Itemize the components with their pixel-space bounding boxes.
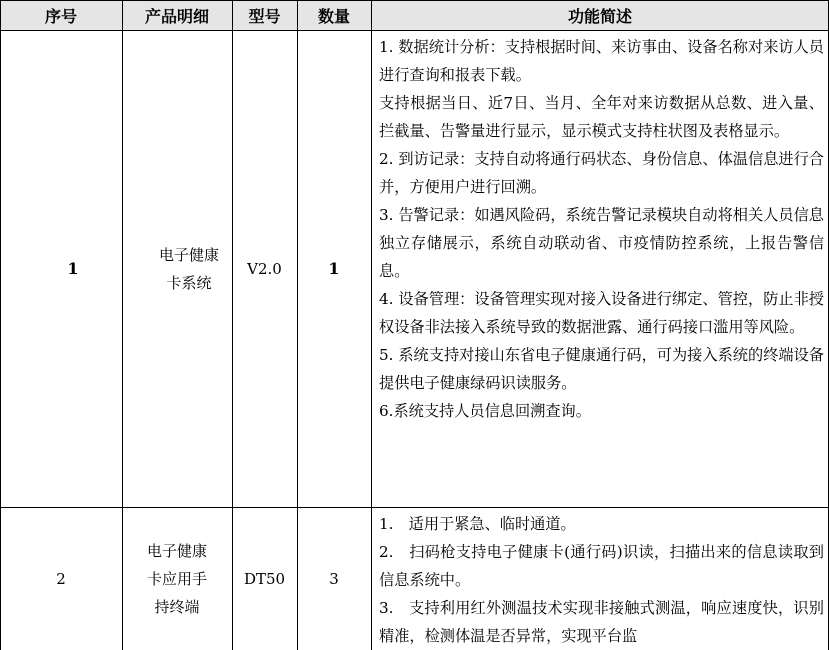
- row1-desc-item: 3. 告警记录：如遇风险码，系统告警记录模块自动将相关人员信息独立存储展示，系统自动联动省、市疫情防控系统，上报告警信息。: [379, 206, 824, 280]
- row1-product: [146, 31, 232, 507]
- vline-col1: [122, 0, 123, 650]
- vline-col2: [232, 0, 233, 650]
- row2-product-line1: 电子健康: [146, 542, 207, 560]
- row1-desc-item: 支持根据当日、近7日、当月、全年对来访数据从总数、进入量、拦截量、告警量进行显示，显示模式支持柱状图及表格显示。: [379, 94, 824, 140]
- header-model-label: 型号: [248, 6, 281, 26]
- row2-product-line3: 持终端: [154, 598, 200, 616]
- row2-no-value: 2: [56, 570, 66, 588]
- row2-desc: [379, 510, 824, 650]
- header-desc: [371, 0, 829, 30]
- vline-col4: [371, 0, 372, 650]
- row1-desc-item: 6.系统支持人员信息回溯查询。: [379, 402, 591, 420]
- header-product: [122, 0, 232, 30]
- hline-top: [0, 0, 829, 1]
- header-qty: [297, 0, 371, 30]
- row1-no-value: 1: [67, 259, 79, 278]
- row1-desc: [379, 33, 824, 425]
- hline-header: [0, 30, 829, 31]
- row1-no: [0, 31, 146, 507]
- row2-product: [122, 508, 232, 650]
- row1-model-value: V2.0: [247, 260, 282, 278]
- header-no: [0, 0, 122, 30]
- row2-model: [232, 508, 297, 650]
- row1-product-line1: 电子健康: [158, 246, 219, 264]
- row2-desc-item: 2. 扫码枪支持电子健康卡(通行码)识读，扫描出来的信息读取到信息系统中。: [379, 543, 824, 589]
- row2-qty-value: 3: [329, 570, 339, 588]
- header-product-label: 产品明细: [144, 6, 209, 26]
- row2-product-line2: 卡应用手: [146, 570, 207, 588]
- row1-desc-item: 1. 数据统计分析：支持根据时间、来访事由、设备名称对来访人员进行查询和报表下载。: [379, 38, 824, 84]
- vline-left: [0, 0, 1, 650]
- header-no-label: 序号: [44, 6, 77, 26]
- header-model: [232, 0, 297, 30]
- row1-desc-item: 5. 系统支持对接山东省电子健康通行码，可为接入系统的终端设备提供电子健康绿码识读服务。: [379, 346, 824, 392]
- row1-product-line2: 卡系统: [166, 274, 212, 292]
- hline-row1-end: [0, 507, 829, 508]
- row2-qty: [297, 508, 371, 650]
- row2-model-value: DT50: [243, 570, 286, 588]
- row2-desc-item: 3. 支持利用红外测温技术实现非接触式测温，响应速度快，识别精准，检测体温是否异常，实现平台监: [379, 599, 824, 645]
- row1-qty: [297, 31, 371, 507]
- vline-col3: [297, 0, 298, 650]
- header-qty-label: 数量: [317, 6, 350, 26]
- header-desc-label: 功能简述: [567, 6, 632, 26]
- row2-no: [0, 508, 122, 650]
- row1-model: [232, 31, 297, 507]
- row1-desc-item: 2. 到访记录：支持自动将通行码状态、身份信息、体温信息进行合并，方便用户进行回溯。: [379, 150, 824, 196]
- row1-desc-item: 4. 设备管理：设备管理实现对接入设备进行绑定、管控，防止非授权设备非法接入系统导致的数据泄露、通行码接口滥用等风险。: [379, 290, 824, 336]
- row1-qty-value: 1: [328, 259, 340, 278]
- row2-desc-item: 1. 适用于紧急、临时通道。: [379, 515, 576, 533]
